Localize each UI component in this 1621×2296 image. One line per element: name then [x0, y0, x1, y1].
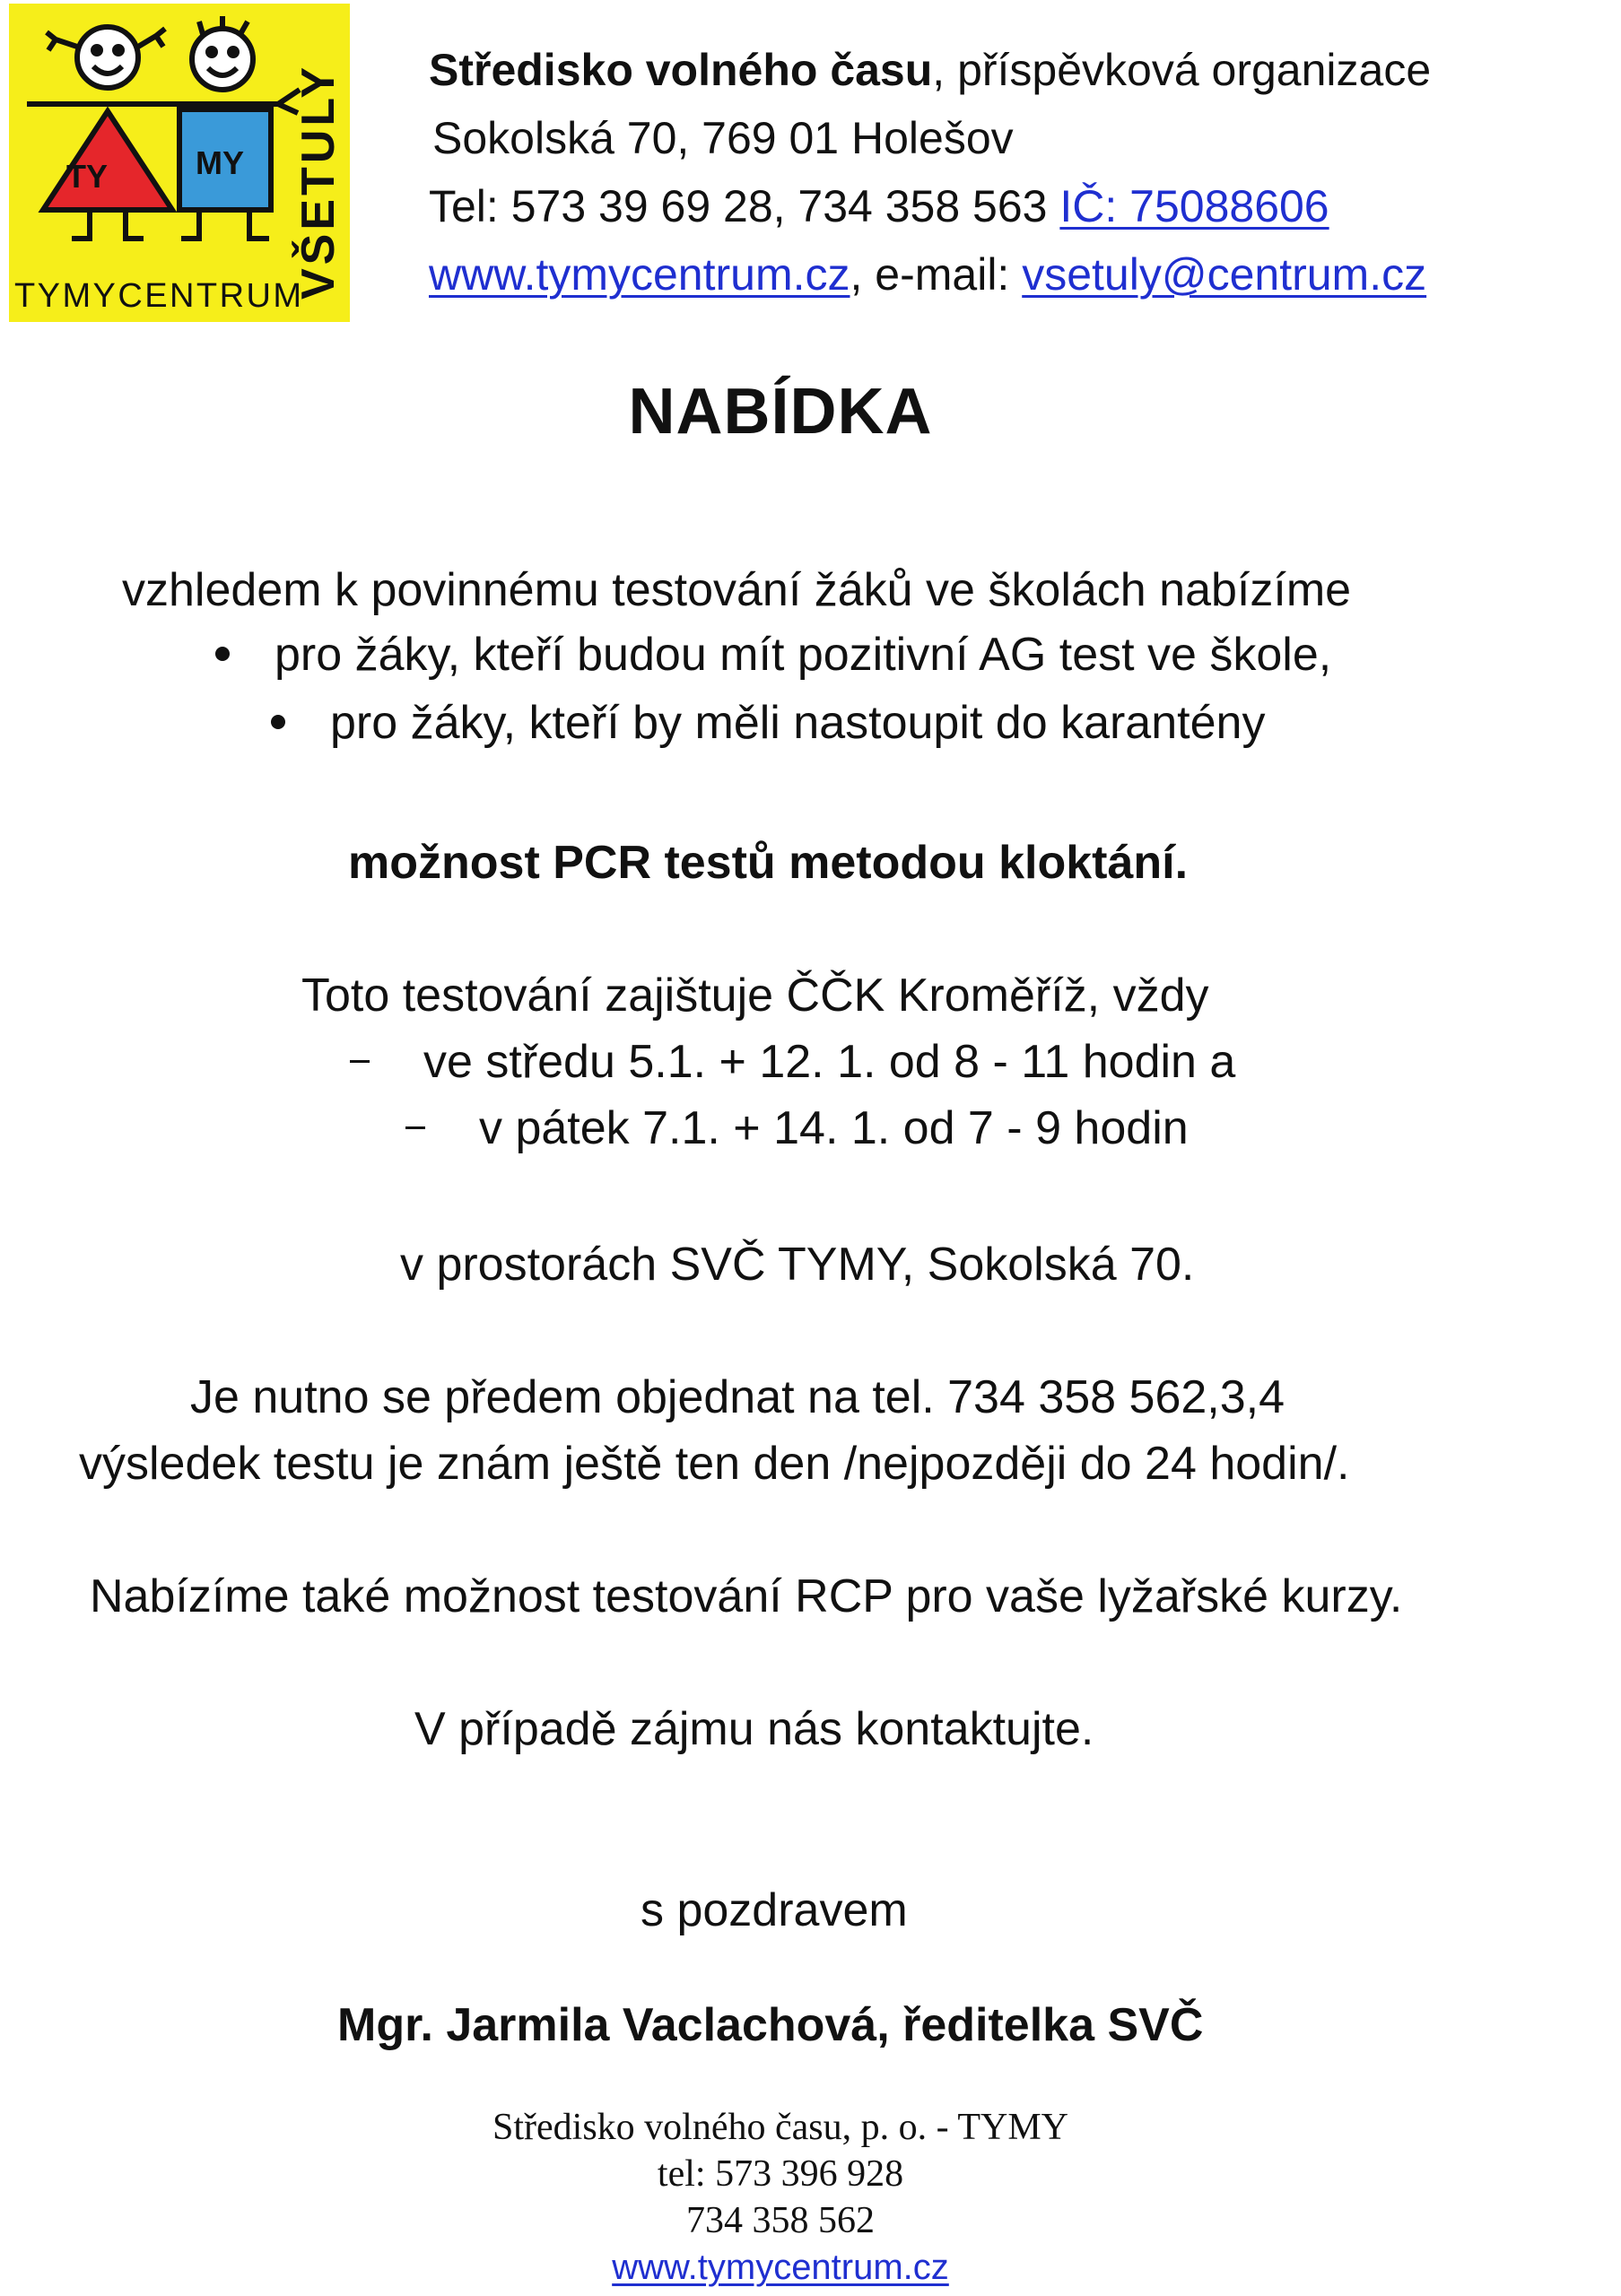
logo-label-vsetuly: VŠETULY: [292, 63, 344, 300]
letterhead-address: Sokolská 70, 769 01 Holešov: [432, 113, 1014, 163]
booking-text: Je nutno se předem objednat na tel. 734 358 562,3,4: [190, 1371, 1285, 1423]
schedule-item-text: v pátek 7.1. + 14. 1. od 7 - 9 hodin: [479, 1102, 1189, 1154]
list-item-text: pro žáky, kteří budou mít pozitivní AG test ve škole,: [275, 629, 1332, 681]
intro-text: vzhledem k povinnému testování žáků ve školách nabízíme: [122, 564, 1352, 616]
org-type: , příspěvková organizace: [932, 45, 1432, 95]
schedule-item: [350, 1035, 1235, 1089]
org-name: Středisko volného času: [429, 45, 933, 95]
footer-phone: tel: 573 396 928: [657, 2153, 904, 2195]
dash-icon: [405, 1126, 425, 1129]
logo-label-ty: TY: [66, 158, 109, 195]
letterhead-web-line: [429, 240, 1604, 309]
logo-label-tymycentrum: TYMYCENTRUM: [14, 277, 301, 315]
footer-website-link[interactable]: www.tymycentrum.cz: [612, 2248, 949, 2287]
schedule-item-text: ve středu 5.1. + 12. 1. od 8 - 11 hodin a: [423, 1036, 1236, 1088]
schedule-item: [405, 1101, 1189, 1155]
dash-icon: [350, 1060, 370, 1063]
website-link[interactable]: www.tymycentrum.cz: [429, 249, 850, 300]
list-item: [215, 628, 1331, 682]
letterhead-org-line: [429, 36, 1604, 104]
footer-mobile: 734 358 562: [686, 2200, 875, 2241]
bullet-icon: [271, 715, 285, 729]
ic-link[interactable]: IČ: 75088606: [1059, 181, 1329, 231]
ski-course-text: Nabízíme také možnost testování RCP pro vaše lyžařské kurzy.: [90, 1570, 1403, 1622]
location-text: v prostorách SVČ TYMY, Sokolská 70.: [400, 1239, 1195, 1291]
email-label: , e-mail:: [850, 249, 1023, 300]
letterhead-phone-line: [429, 172, 1604, 240]
page-title: NABÍDKA: [628, 376, 933, 448]
testing-provider-text: Toto testování zajištuje ČČK Kroměříž, vždy: [301, 970, 1209, 1022]
tymycentrum-logo: [9, 4, 350, 322]
bullet-icon: [215, 647, 230, 661]
pcr-offer-text: možnost PCR testů metodou kloktání.: [348, 837, 1189, 889]
logo-graphic: [9, 4, 350, 322]
list-item-text: pro žáky, kteří by měli nastoupit do karantény: [330, 697, 1266, 749]
contact-text: V případě zájmu nás kontaktujte.: [414, 1703, 1094, 1755]
footer-org: Středisko volného času, p. o. - TYMY: [492, 2107, 1068, 2148]
list-item: [271, 696, 1265, 750]
logo-label-my: MY: [196, 144, 244, 181]
letterhead: [429, 36, 1604, 309]
signature-text: Mgr. Jarmila Vaclachová, ředitelka SVČ: [337, 1999, 1204, 2051]
result-text: výsledek testu je znám ještě ten den /nejpozději do 24 hodin/.: [79, 1438, 1350, 1490]
email-link[interactable]: vsetuly@centrum.cz: [1022, 249, 1427, 300]
phone-text: Tel: 573 39 69 28, 734 358 563: [429, 181, 1060, 231]
footer: [0, 2104, 1561, 2291]
greeting-text: s pozdravem: [641, 1884, 908, 1936]
